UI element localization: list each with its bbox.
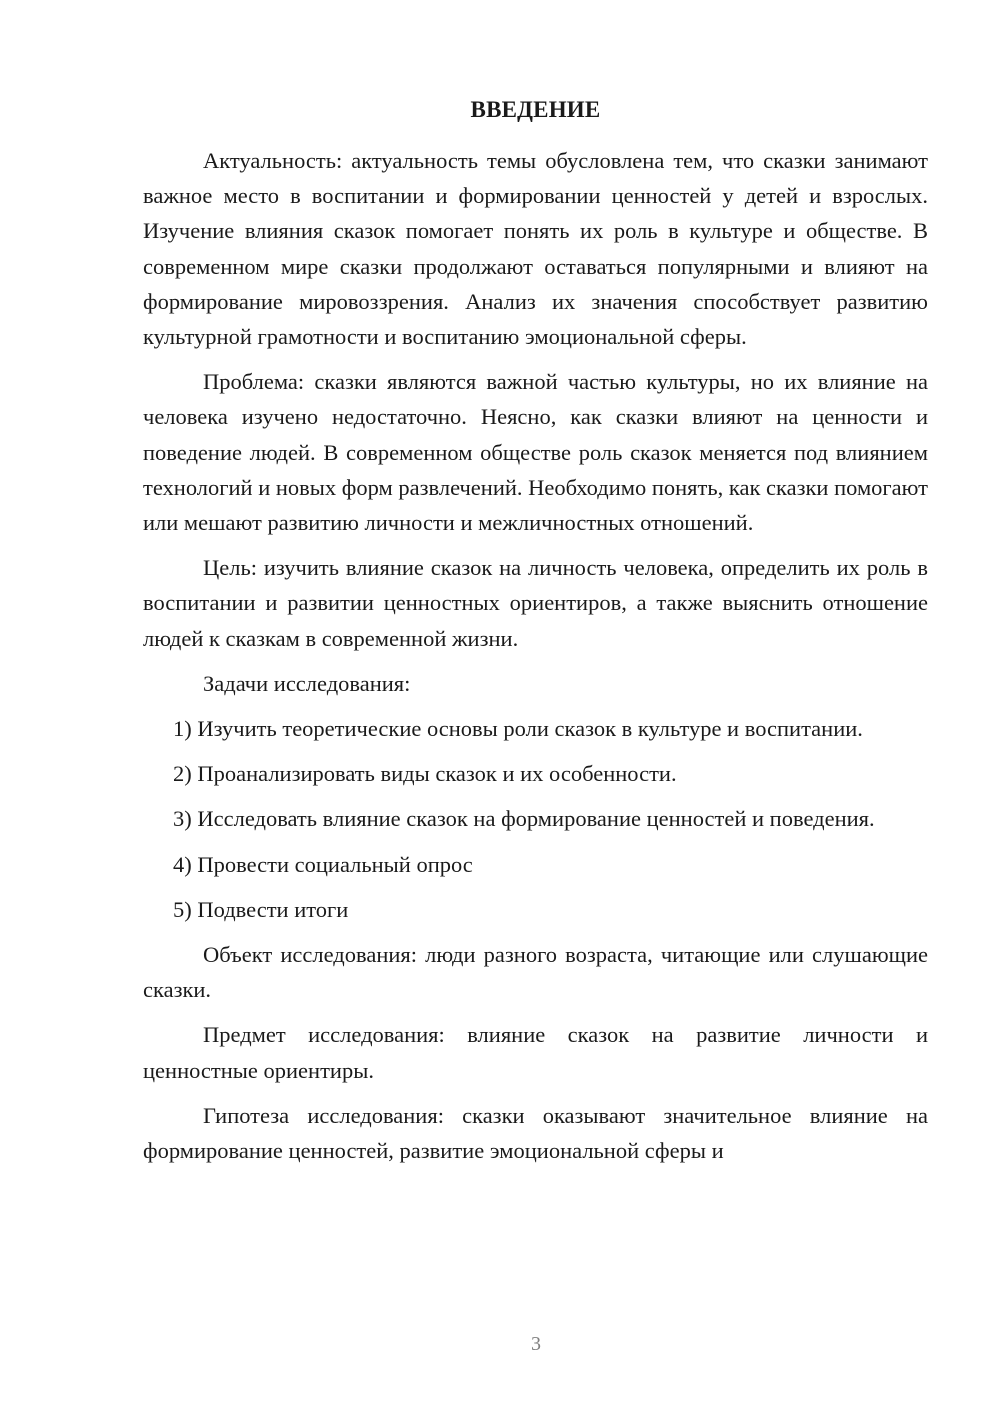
document-body [143, 143, 928, 1178]
paragraph-problem: Проблема: сказки являются важной частью культуры, но их влияние на человека изучено недостаточно. Неясно, как сказки влияют на ценности и поведение людей. В современном обществе роль сказок меняется под влиянием технологий и новых форм развлечений. Необходимо понять, как сказки помогают или мешают развитию личности и межличностных отношений. [143, 369, 928, 536]
page-title: ВВЕДЕНИЕ [470, 97, 601, 122]
task-item-3: 3) Исследовать влияние сказок на формирование ценностей и поведения. [173, 806, 875, 832]
paragraph-subject: Предмет исследования: влияние сказок на развитие личности и ценностные ориентиры. [143, 1022, 928, 1083]
paragraph-relevance: Актуальность: актуальность темы обусловлена тем, что сказки занимают важное место в воспитании и формировании ценностей у детей и взрослых. Изучение влияния сказок помогает понять их роль в культуре и обществе. В современном мире сказки продолжают оставаться популярными и влияют на формирование мировоззрения. Анализ их значения способствует развитию культурной грамотности и воспитанию эмоциональной сферы. [143, 148, 928, 350]
task-item-4: 4) Провести социальный опрос [173, 851, 473, 877]
task-item-5: 5) Подвести итоги [173, 896, 349, 922]
paragraph-object: Объект исследования: люди разного возраста, читающие или слушающие сказки. [143, 942, 928, 1003]
task-item-1: 1) Изучить теоретические основы роли сказок в культуре и воспитании. [173, 716, 863, 742]
paragraph-hypothesis: Гипотеза исследования: сказки оказывают значительное влияние на формирование ценностей, развитие эмоциональной сферы и [143, 1102, 928, 1164]
paragraph-goal: Цель: изучить влияние сказок на личность человека, определить их роль в воспитании и развитии ценностных ориентиров, а также выяснить отношение людей к сказкам в современной жизни. [143, 555, 928, 651]
task-item-2: 2) Проанализировать виды сказок и их особенности. [173, 761, 677, 787]
tasks-heading: Задачи исследования: [203, 670, 411, 696]
page-number: 3 [531, 1333, 541, 1355]
